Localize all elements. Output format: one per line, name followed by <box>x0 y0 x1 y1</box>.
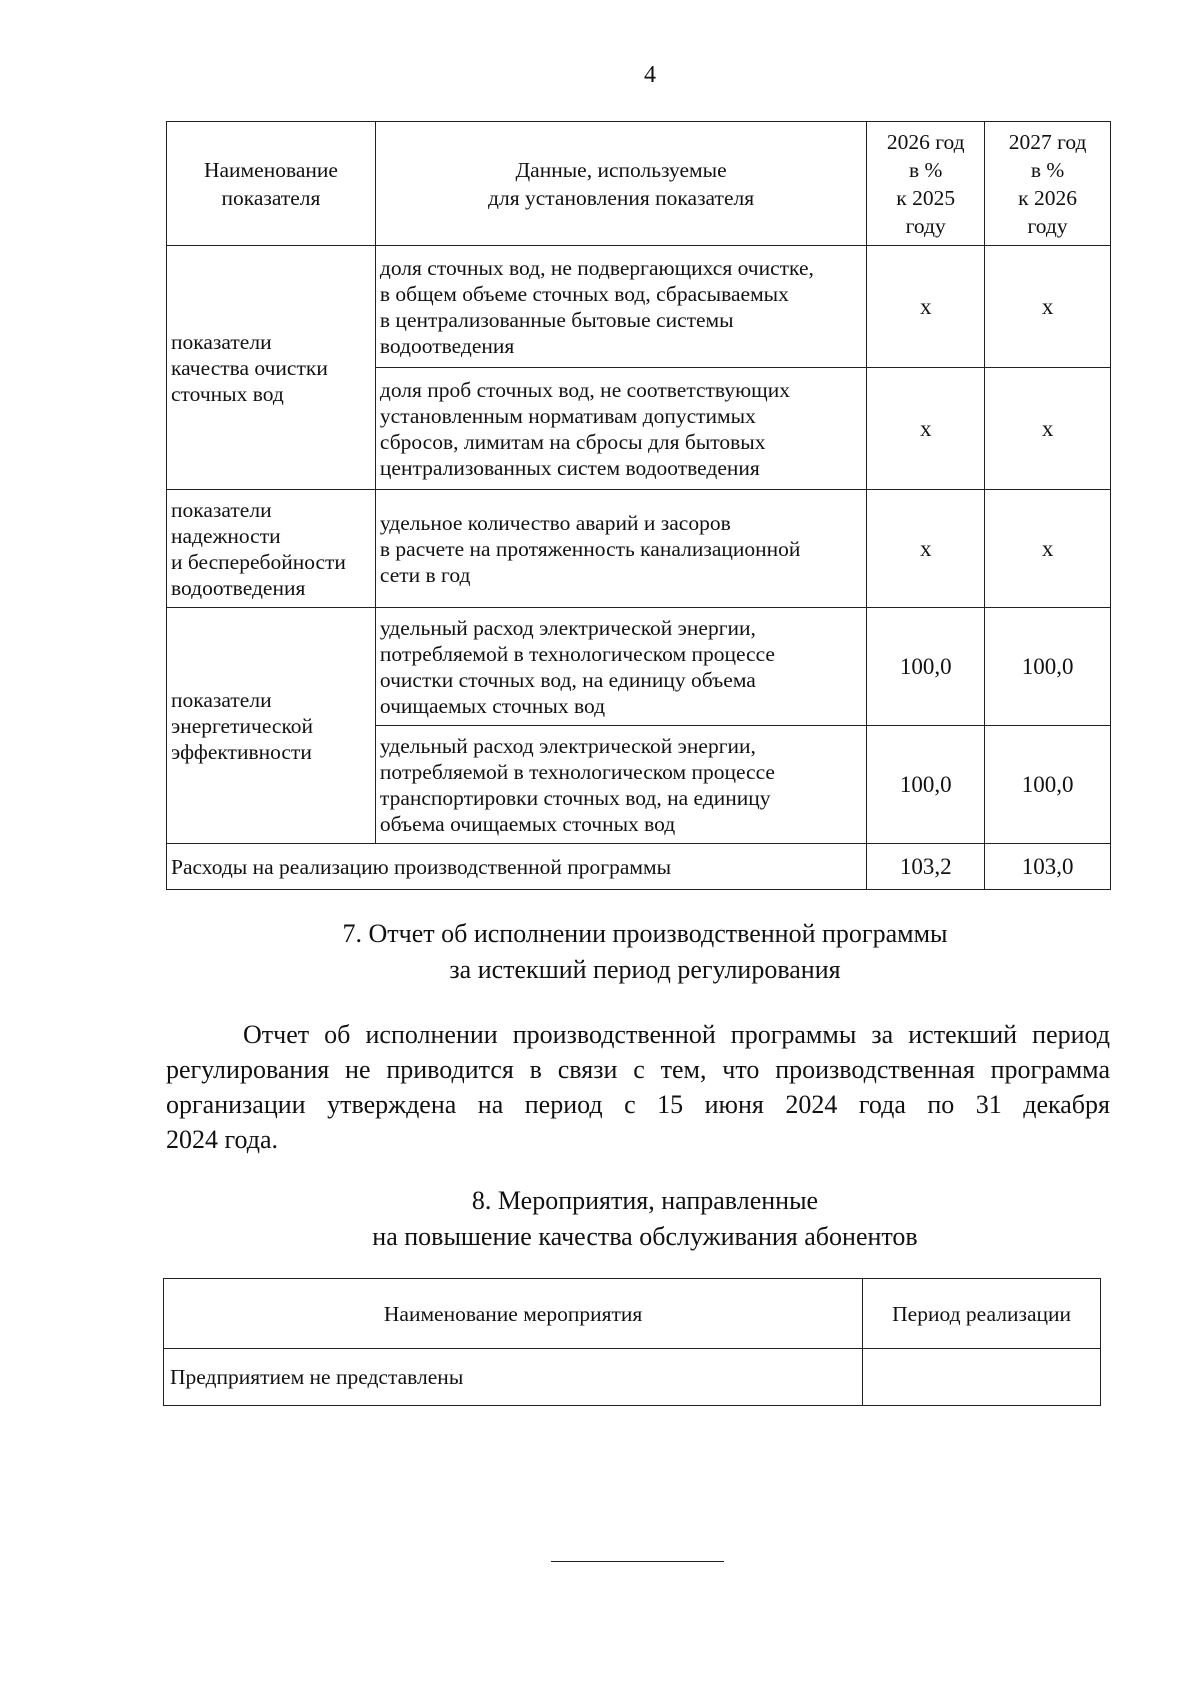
value-2027: х <box>985 490 1111 608</box>
header-measure-name: Наименование мероприятия <box>164 1279 863 1349</box>
group-wastewater-quality: показатели качества очистки сточных вод <box>167 246 376 490</box>
table-row <box>164 1349 1101 1406</box>
period-cell <box>863 1349 1101 1406</box>
row-data: удельный расход электрической энергии, потребляемой в технологическом процессе транспортировки сточных вод, на единицу объема очищаемых сточных вод <box>375 726 866 844</box>
total-2026: 103,2 <box>867 844 985 890</box>
table-header-row <box>167 122 1111 246</box>
row-data: удельный расход электрической энергии, потребляемой в технологическом процессе очистки сточных вод, на единицу объема очищаемых сточных вод <box>375 608 866 726</box>
header-indicator-name: Наименование показателя <box>167 122 376 246</box>
value-2027: 100,0 <box>985 608 1111 726</box>
row-data: доля проб сточных вод, не соответствующих установленным нормативам допустимых сбросов, лимитам на сбросы для бытовых централизованных систем водоотведения <box>375 368 866 490</box>
page-number: 4 <box>644 62 656 88</box>
group-energy-efficiency: показатели энергетической эффективности <box>167 608 376 844</box>
table-row <box>167 246 1111 368</box>
header-data-used: Данные, используемые для установления показателя <box>375 122 866 246</box>
measure-cell: Предприятием не представлены <box>164 1349 863 1406</box>
section-7-title: 7. Отчет об исполнении производственной программы за истекший период регулирования <box>342 919 948 984</box>
total-2027: 103,0 <box>985 844 1111 890</box>
row-data: доля сточных вод, не подвергающихся очистке, в общем объеме сточных вод, сбрасываемых в централизованные бытовые системы водоотведения <box>375 246 866 368</box>
header-period: Период реализации <box>863 1279 1101 1349</box>
measures-table <box>163 1278 1101 1406</box>
total-row <box>167 844 1111 890</box>
header-2026: 2026 год в % к 2025 году <box>867 122 985 246</box>
value-2027: 100,0 <box>985 726 1111 844</box>
value-2027: х <box>985 246 1111 368</box>
value-2026: х <box>867 490 985 608</box>
group-reliability: показатели надежности и бесперебойности водоотведения <box>167 490 376 608</box>
table-header-row <box>164 1279 1101 1349</box>
indicators-table <box>166 121 1111 890</box>
value-2026: 100,0 <box>867 726 985 844</box>
header-2027: 2027 год в % к 2026 году <box>985 122 1111 246</box>
row-data: удельное количество аварий и засоров в расчете на протяженность канализационной сети в год <box>375 490 866 608</box>
section-7-paragraph: Отчет об исполнении производственной программы за истекший период регулирования не приводится в связи с тем, что производственная программа организации утверждена на период с 15 июня 2024 года по 31 декабря 2024 года. <box>166 1020 1110 1154</box>
value-2026: 100,0 <box>867 608 985 726</box>
end-divider <box>551 1561 724 1562</box>
value-2026: х <box>867 368 985 490</box>
table-row <box>167 608 1111 726</box>
table-row <box>167 490 1111 608</box>
total-label: Расходы на реализацию производственной программы <box>167 844 867 890</box>
section-8-title: 8. Мероприятия, направленные на повышение качества обслуживания абонентов <box>372 1186 918 1251</box>
value-2027: х <box>985 368 1111 490</box>
value-2026: х <box>867 246 985 368</box>
